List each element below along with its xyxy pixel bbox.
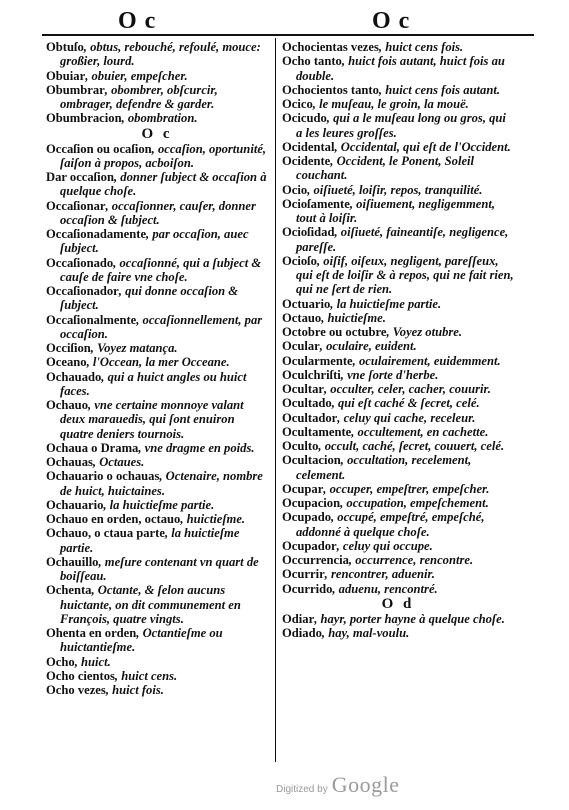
dictionary-entry [46, 626, 268, 655]
dictionary-entry [282, 325, 514, 339]
entry-definition: , Voyez matança. [90, 341, 178, 355]
entry-definition: , occuper, empeſtrer, empeſcher. [323, 481, 490, 496]
entry-headword: Occaſionalmente [46, 312, 137, 327]
dictionary-entry [46, 227, 268, 256]
entry-headword: Oculto [282, 439, 319, 453]
entry-definition: , huict fois. [105, 683, 164, 697]
entry-definition: , le muſeau, le groin, la mouë. [312, 97, 469, 111]
dictionary-entry [282, 411, 514, 425]
entry-definition: , oculaire, euident. [319, 339, 417, 354]
entry-headword: Ohenta en orden [46, 626, 137, 640]
entry-definition: , occulter, celer, cacher, couurir. [323, 382, 491, 396]
dictionary-entry [282, 225, 514, 254]
entry-definition: , huictieſme. [180, 512, 246, 526]
entry-definition: , occult, caché, ſecret, couuert, celé. [318, 439, 505, 453]
entry-headword: Occaſionar [46, 198, 106, 213]
dictionary-entry [282, 553, 514, 567]
dictionary-entry [46, 669, 268, 683]
dictionary-entry [46, 583, 268, 626]
entry-definition: , occupation, empeſchement. [340, 496, 489, 510]
entry-definition: , la huictieſme partie. [330, 296, 442, 311]
dictionary-entry [282, 254, 514, 297]
entry-headword: Ochauillo [46, 554, 99, 569]
dictionary-entry [282, 54, 514, 83]
dictionary-entry [282, 539, 514, 553]
entry-headword: Ocho tanto [282, 54, 342, 69]
dictionary-entry [46, 83, 268, 112]
entry-definition: , hay, mal-voulu. [321, 626, 410, 640]
entry-definition: , huictieſme. [321, 310, 386, 325]
header-rule [42, 34, 534, 36]
dictionary-entry [282, 111, 514, 140]
entry-headword: Ocultamente [282, 424, 352, 439]
entry-definition: , oiſiueté, loiſir, repos, tranquilité. [307, 182, 483, 197]
google-logo: Google [331, 772, 400, 797]
entry-definition: , occaſionnellement, par occaſion. [60, 312, 263, 341]
dictionary-entry [46, 170, 268, 199]
entry-headword: Ocultar [282, 382, 324, 396]
entry-headword: Octauo [282, 310, 322, 325]
entry-definition: , Occidental, qui eſt de l'Occident. [334, 139, 511, 154]
entry-definition: , vne dragme en poids. [138, 440, 255, 455]
entry-definition: , huict. [74, 654, 111, 669]
entry-headword: Obtuſo [46, 40, 84, 54]
entry-headword: Dar occaſion [46, 170, 114, 184]
entry-headword: Ocidental [282, 139, 335, 154]
entry-definition: , huict cens fois. [378, 40, 464, 54]
dictionary-entry [282, 612, 514, 626]
entry-definition: , Voyez otubre. [386, 325, 463, 339]
entry-definition: , oiſiuement, negligemment, tout à loiſir. [296, 196, 496, 225]
dictionary-entry [282, 582, 514, 596]
dictionary-entry [46, 355, 268, 369]
dictionary-entry [282, 354, 514, 368]
entry-definition: , obombrer, obſcurcir, ombrager, defendre & garder. [60, 82, 218, 111]
entry-definition: , occaſionner, cauſer, donner occaſion & ſubject. [60, 198, 256, 227]
entry-definition: , rencontrer, aduenir. [324, 567, 435, 582]
entry-headword: Ochaua o Drama [46, 440, 139, 455]
entry-headword: Ocioſamente [282, 196, 350, 211]
dictionary-entry [46, 498, 268, 512]
digitized-by-text: Digitized by [276, 784, 328, 795]
dictionary-entry [282, 197, 514, 226]
entry-headword: Ocioſo [282, 253, 317, 268]
running-head-right: O c [372, 8, 411, 34]
dictionary-entry [46, 199, 268, 228]
entry-definition: , oiſif, oiſeux, negligent, pareſſeux, qui eſt de loiſir & à repos, qui ne fait rien, qui ne ſert de rien. [296, 253, 514, 297]
entry-headword: Occaſionado [46, 255, 114, 270]
entry-headword: Ocho vezes [46, 683, 106, 697]
entry-definition: , par occaſion, auec ſubject. [60, 227, 249, 256]
entry-headword: Ocico [282, 97, 313, 111]
entry-definition: , Octenaire, nombre de huict, huictaines. [60, 469, 263, 498]
entry-headword: Ocularmente [282, 353, 353, 368]
entry-headword: Ochauo, o ctaua parte [46, 526, 165, 541]
entry-definition: , occultement, en cachette. [351, 424, 489, 439]
entry-definition: , Occident, le Ponent, Soleil couchant. [296, 154, 475, 183]
dictionary-entry [282, 83, 514, 97]
entry-definition: , Octaues. [92, 455, 145, 469]
entry-headword: Ochauo en orden, octauo [46, 512, 181, 526]
entry-headword: Ochocientos tanto [282, 82, 379, 97]
dictionary-entry [282, 382, 514, 396]
dictionary-entry [282, 97, 514, 111]
entry-definition: , qui a huict angles ou huict faces. [60, 369, 247, 398]
entry-definition: , celuy qui cache, receleur. [337, 410, 476, 425]
entry-definition: , vne ſorte d'herbe. [340, 367, 439, 382]
dictionary-entry [282, 482, 514, 496]
dictionary-entry [282, 425, 514, 439]
digitized-watermark [276, 772, 399, 798]
entry-headword: Ocultacion [282, 453, 341, 468]
entry-definition: , obombration. [121, 111, 198, 126]
entry-definition: , Octante, & ſelon aucuns huictante, on dit communement en François, quatre vingts. [60, 583, 241, 626]
entry-headword: Obuiar [46, 68, 86, 83]
dictionary-entry [282, 510, 514, 539]
entry-headword: Ocho [46, 654, 75, 669]
dictionary-entry [282, 311, 514, 325]
dictionary-entry [46, 284, 268, 313]
dictionary-entry [46, 313, 268, 342]
entry-headword: Occurrencia [282, 553, 349, 567]
dictionary-entry [46, 555, 268, 584]
entry-headword: Ocurrido [282, 581, 333, 596]
entry-headword: Ochauado [46, 369, 102, 384]
entry-definition: , l'Occean, la mer Occeane. [86, 355, 230, 370]
entry-headword: Ocupacion [282, 496, 341, 510]
entry-headword: Ochocientas vezes [282, 40, 379, 54]
entry-headword: Oceano [46, 355, 87, 370]
dictionary-entry [282, 453, 514, 482]
running-head-left: O c [118, 8, 157, 34]
entry-definition: , vne certaine monnoye valant deux marauedis, qui ſont enuiron quatre deniers tournois. [60, 398, 244, 441]
dictionary-entry [46, 512, 268, 526]
dictionary-entry [46, 370, 268, 399]
entry-headword: Odiar [282, 611, 315, 626]
entry-definition: , hayr, porter hayne à quelque choſe. [314, 611, 505, 626]
entry-definition: , occupé, empeſtré, empeſché, addonné à quelque choſe. [296, 510, 485, 539]
entry-headword: Ocho cientos [46, 668, 115, 683]
dictionary-entry [282, 140, 514, 154]
entry-headword: Occaſionador [46, 284, 119, 298]
entry-definition: , huict fois autant, huict fois au double. [296, 54, 505, 83]
dictionary-entry [46, 469, 268, 498]
entry-headword: Octobre ou octubre [282, 325, 387, 339]
entry-headword: Ocupado [282, 510, 331, 525]
entry-definition: , meſure contenant vn quart de boiſſeau. [60, 554, 259, 583]
entry-definition: , Octantieſme ou huictantieſme. [60, 626, 223, 655]
dictionary-entry [282, 368, 514, 382]
entry-definition: , occaſionné, qui a ſubject & cauſe de faire vne choſe. [60, 255, 262, 284]
dictionary-entry [46, 398, 268, 441]
entry-definition: , aduenu, rencontré. [332, 581, 438, 596]
entry-headword: Ocultador [282, 410, 338, 425]
entry-headword: Ocioſidad [282, 225, 335, 240]
entry-headword: Ochauario o ochauas [46, 469, 160, 484]
dictionary-entry [46, 256, 268, 285]
entry-headword: Ocupador [282, 538, 337, 553]
entry-definition: , donner ſubject & occaſion à quelque choſe. [60, 170, 267, 199]
entry-headword: Ocurrir [282, 567, 325, 582]
section-heading: O c [141, 125, 173, 142]
right-column [282, 40, 514, 640]
entry-headword: Octuario [282, 296, 331, 311]
left-column [46, 40, 268, 697]
dictionary-entry [282, 40, 514, 54]
entry-definition: , huict cens fois autant. [378, 82, 500, 97]
dictionary-entry [282, 297, 514, 311]
dictionary-entry [282, 567, 514, 581]
entry-definition: , qui a le muſeau long ou gros, qui a les leures groſſes. [296, 111, 506, 140]
entry-definition: , oculairement, euidemment. [352, 353, 501, 368]
entry-headword: Ocidente [282, 154, 331, 168]
entry-headword: Ocicudo [282, 111, 327, 126]
dictionary-entry [46, 441, 268, 455]
entry-headword: Ocio [282, 182, 308, 197]
section-heading: O d [381, 595, 415, 612]
entry-headword: Ochauo [46, 398, 88, 412]
dictionary-entry [46, 142, 268, 171]
entry-headword: Odiado [282, 626, 322, 640]
dictionary-entry [282, 154, 514, 183]
entry-definition: , celuy qui occupe. [336, 538, 433, 553]
entry-definition: , obuier, empeſcher. [85, 68, 188, 83]
entry-headword: Ocular [282, 339, 320, 354]
entry-definition: , la huictieſme partie. [60, 526, 240, 555]
entry-definition: , occultation, recelement, celement. [296, 453, 472, 482]
entry-headword: Occaſionadamente [46, 227, 147, 241]
column-divider [275, 38, 276, 762]
dictionary-entry [46, 341, 268, 355]
entry-definition: , oiſiueté, faineantiſe, negligence, pareſſe. [296, 225, 509, 254]
entry-headword: Ochauas [46, 455, 93, 469]
dictionary-entry [282, 496, 514, 510]
entry-headword: Ocultado [282, 396, 332, 411]
dictionary-entry [282, 183, 514, 197]
dictionary-entry [46, 111, 268, 125]
entry-definition: , qui eſt caché & ſecret, celé. [331, 396, 480, 411]
dictionary-entry [46, 455, 268, 469]
entry-definition: , obtus, rebouché, refoulé, mouce: großier, lourd. [60, 40, 261, 69]
dictionary-entry [46, 526, 268, 555]
entry-definition: , occaſion, oportunité, ſaiſon à propos, acboiſon. [60, 141, 267, 170]
entry-definition: , huict cens. [114, 668, 178, 683]
entry-headword: Obumbracion [46, 111, 122, 126]
entry-headword: Obumbrar [46, 82, 105, 97]
dictionary-entry [282, 339, 514, 353]
entry-headword: Ochauario [46, 497, 104, 512]
dictionary-entry [46, 655, 268, 669]
entry-headword: Ochenta [46, 583, 92, 598]
dictionary-entry [46, 69, 268, 83]
dictionary-entry [46, 40, 268, 69]
entry-headword: Occiſion [46, 341, 91, 355]
dictionary-entry [282, 439, 514, 453]
entry-definition: , qui donne occaſion & ſubject. [60, 284, 239, 313]
dictionary-entry [46, 683, 268, 697]
entry-definition: , la huictieſme partie. [103, 497, 215, 512]
entry-headword: Oculchriſti [282, 367, 341, 382]
entry-headword: Ocupar [282, 481, 324, 496]
dictionary-entry [282, 396, 514, 410]
dictionary-entry [282, 626, 514, 640]
entry-headword: Occaſion ou ocaſion [46, 141, 152, 156]
entry-definition: , occurrence, rencontre. [348, 553, 474, 567]
